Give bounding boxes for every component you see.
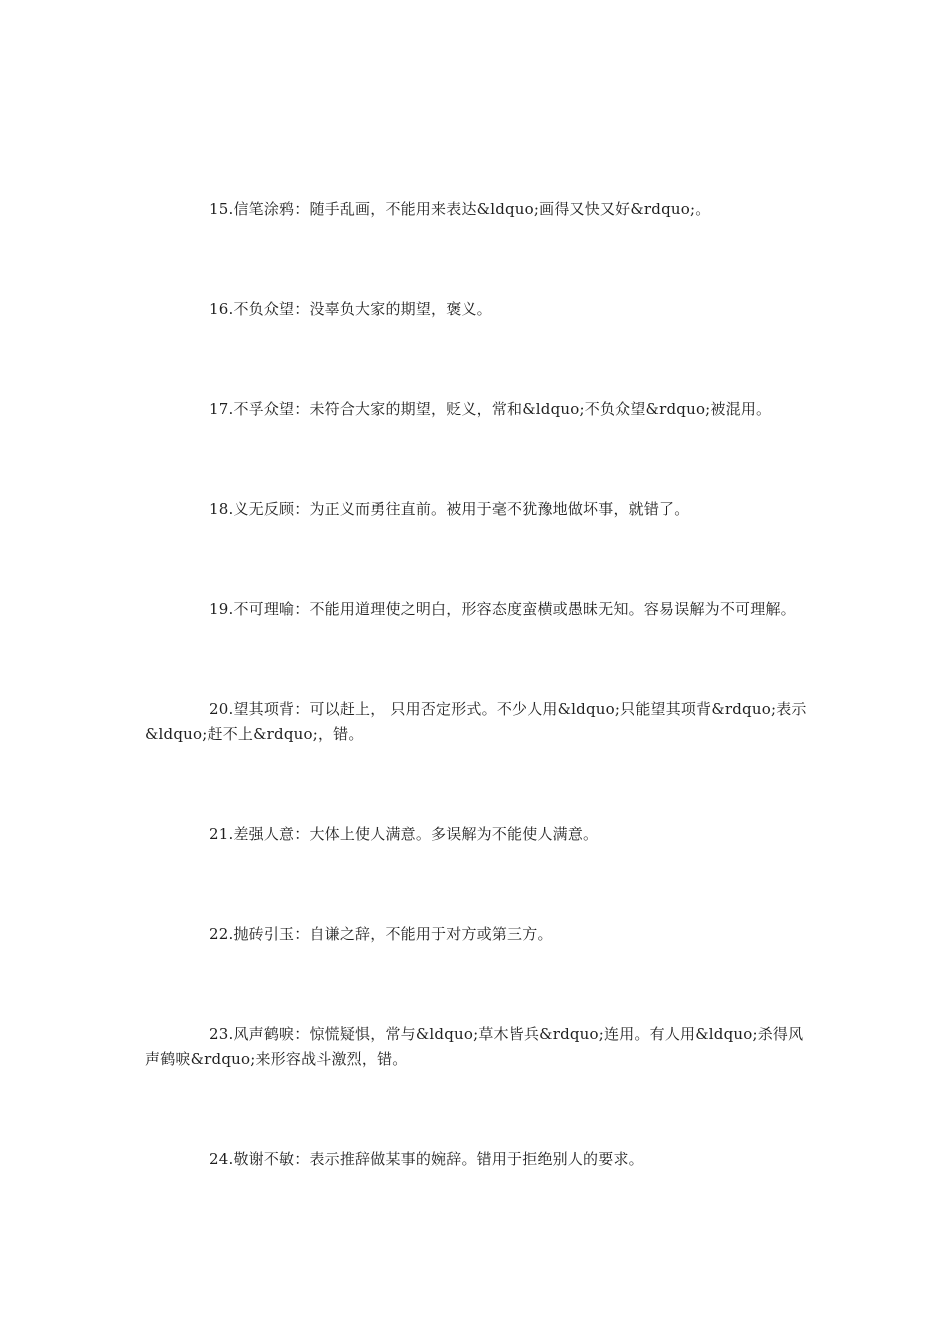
entry-23: 23.风声鹤唳：惊慌疑惧，常与&ldquo;草木皆兵&rdquo;连用。有人用&ldquo;杀得风声鹤唳&rdquo;来形容战斗激烈，错。 [145,1025,804,1068]
entry-16: 16.不负众望：没辜负大家的期望，褒义。 [209,300,492,318]
entry-19: 19.不可理喻：不能用道理使之明白，形容态度蛮横或愚昧无知。容易误解为不可理解。 [209,600,796,618]
entry-22: 22.抛砖引玉：自谦之辞，不能用于对方或第三方。 [209,925,553,943]
entry-17: 17.不孚众望：未符合大家的期望，贬义，常和&ldquo;不负众望&rdquo;被混用。 [209,400,772,418]
entry-21: 21.差强人意：大体上使人满意。多误解为不能使人满意。 [209,825,599,843]
entry-20: 20.望其项背：可以赶上， 只用否定形式。不少人用&ldquo;只能望其项背&rdquo;表示&ldquo;赶不上&rdquo;，错。 [145,700,807,743]
entry-24: 24.敬谢不敏：表示推辞做某事的婉辞。错用于拒绝别人的要求。 [209,1150,644,1168]
entry-18: 18.义无反顾：为正义而勇往直前。被用于毫不犹豫地做坏事，就错了。 [209,500,690,518]
entry-15: 15.信笔涂鸦：随手乱画，不能用来表达&ldquo;画得又快又好&rdquo;。 [209,200,711,218]
document-body [145,197,807,1172]
